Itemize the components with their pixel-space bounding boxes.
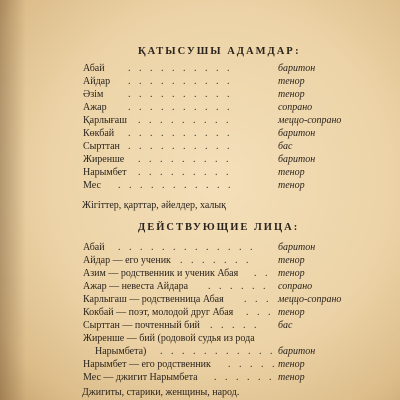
character-name: Нарымбет (83, 167, 127, 178)
russian-heading: ДЕЙСТВУЮЩИЕ ЛИЦА: (138, 222, 300, 233)
voice-type: баритон (278, 63, 316, 74)
leader-dots: . . . . . (210, 320, 260, 331)
russian-row (0, 359, 400, 372)
russian-row (0, 294, 400, 307)
kazakh-row (0, 63, 400, 76)
russian-row (0, 320, 400, 333)
character-name: Нарымбета) (95, 346, 147, 357)
character-name: Кокбай — поэт, молодой друг Абая (83, 307, 234, 318)
leader-dots: . . (254, 268, 271, 279)
leader-dots: . . . . . . (214, 372, 275, 383)
voice-type: баритон (278, 346, 316, 357)
leader-dots: . . . . . . . . . . (128, 102, 233, 113)
kazakh-row (0, 89, 400, 102)
character-name: Ажар (83, 102, 107, 113)
voice-type: сопрано (278, 281, 313, 292)
voice-type: меццо-сопрано (278, 115, 342, 126)
voice-type: бас (278, 320, 293, 331)
voice-type: бас (278, 141, 293, 152)
voice-type: тенор (278, 76, 305, 87)
character-name: Жиренше (83, 154, 125, 165)
russian-row (0, 242, 400, 255)
character-name: Карлыгаш — родственница Абая (83, 294, 224, 305)
character-name: Ажар — невеста Айдара (83, 281, 189, 292)
voice-type: тенор (278, 307, 305, 318)
kazakh-row (0, 102, 400, 115)
voice-type: тенор (278, 359, 305, 370)
character-name: Айдар — его ученик (83, 255, 171, 266)
leader-dots: . . . . . (228, 359, 278, 370)
voice-type: баритон (278, 242, 316, 253)
character-name: Мес — джигит Нарымбета (83, 372, 198, 383)
character-name: Көкбай (83, 128, 115, 139)
leader-dots: . . . . . . . . . (138, 154, 232, 165)
character-name: Айдар (83, 76, 111, 87)
russian-row (0, 307, 400, 320)
russian-footer: Джигиты, старики, женщины, народ. (82, 387, 240, 398)
kazakh-row (0, 76, 400, 89)
leader-dots: . . . . . . . . . . (128, 76, 233, 87)
leader-dots: . . . . . . . . . . (128, 89, 233, 100)
leader-dots: . . . . . . . . . . (128, 63, 233, 74)
voice-type: меццо-сопрано (278, 294, 342, 305)
character-name: Жиренше — бий (родовой судья из рода (83, 333, 255, 344)
russian-row (0, 255, 400, 268)
leader-dots: . . . . . . . . . . (128, 141, 233, 152)
voice-type: баритон (278, 154, 316, 165)
kazakh-heading: ҚАТЫСУШЫ АДАМДАР: (138, 46, 301, 57)
russian-row (0, 372, 400, 385)
character-name: Абай (83, 242, 105, 253)
russian-row (0, 281, 400, 294)
kazakh-footer: Жігіттер, қарттар, әйелдер, халық (82, 200, 226, 211)
character-name: Сырттан — почтенный бий (83, 320, 200, 331)
voice-type: тенор (278, 89, 305, 100)
leader-dots: . . . . . . . . . . . (160, 346, 276, 357)
russian-row (0, 268, 400, 281)
character-name: Абай (83, 63, 105, 74)
voice-type: тенор (278, 372, 305, 383)
leader-dots: . . . . . . (208, 281, 269, 292)
character-name: Сырттан (83, 141, 120, 152)
leader-dots: . . . . . . . (180, 255, 252, 266)
leader-dots: . . . . . . . . . (138, 115, 232, 126)
voice-type: тенор (278, 180, 305, 191)
leader-dots: . . . . . . . . . (138, 167, 232, 178)
kazakh-row (0, 180, 400, 193)
voice-type: баритон (278, 128, 316, 139)
character-name: Азим — родственник и ученик Абая (83, 268, 239, 279)
leader-dots: . . . . . . . . . . (128, 128, 233, 139)
russian-row (0, 333, 400, 346)
kazakh-row (0, 115, 400, 128)
character-name: Әзім (83, 89, 104, 100)
leader-dots: . . . (246, 307, 274, 318)
voice-type: тенор (278, 268, 305, 279)
voice-type: тенор (278, 255, 305, 266)
voice-type: сопрано (278, 102, 313, 113)
character-name: Қарлығаш (83, 115, 127, 126)
character-name: Нарымбет — его родственник (83, 359, 211, 370)
leader-dots: . . . . . . . . . . . . . (118, 242, 256, 253)
character-name: Мес (83, 180, 101, 191)
leader-dots: . . . (244, 294, 272, 305)
kazakh-row (0, 141, 400, 154)
leader-dots: . . . . . . . . . . . (118, 180, 234, 191)
voice-type: тенор (278, 167, 305, 178)
kazakh-row (0, 154, 400, 167)
russian-row (0, 346, 400, 359)
kazakh-row (0, 128, 400, 141)
kazakh-row (0, 167, 400, 180)
